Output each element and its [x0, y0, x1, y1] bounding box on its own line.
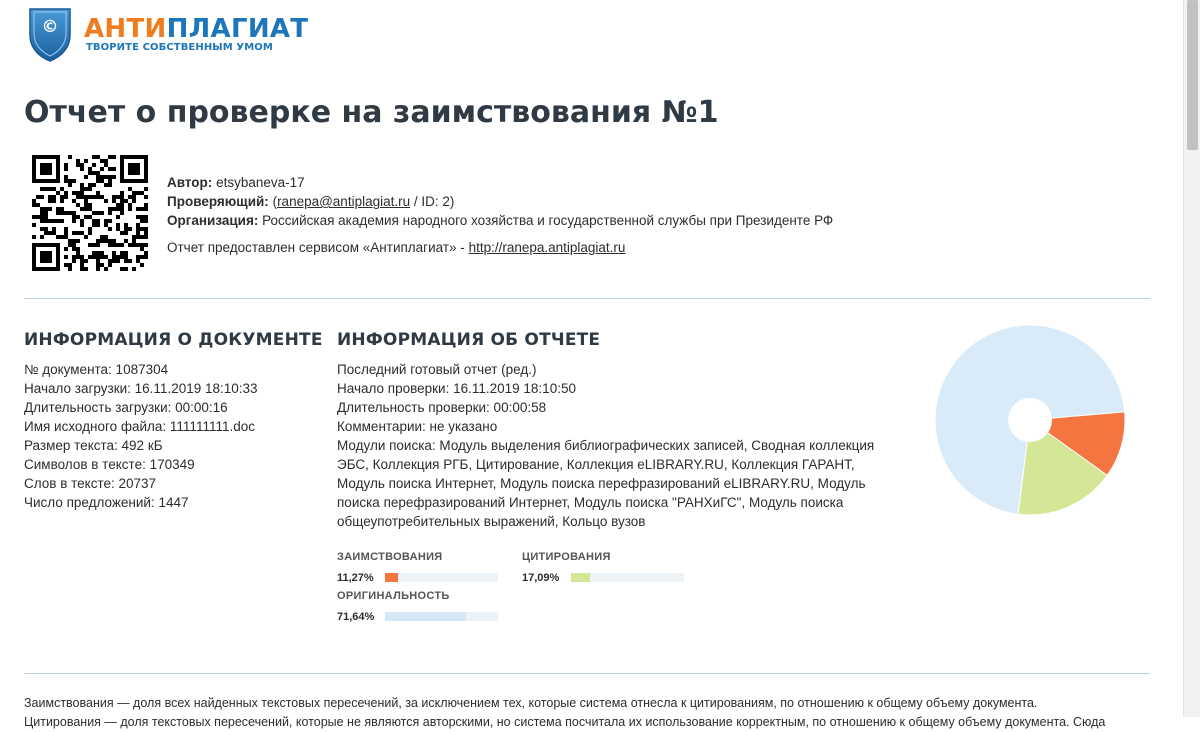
borrowing-bar-fill: [385, 573, 398, 582]
borrowing-bar: [385, 573, 498, 582]
checker-email-link[interactable]: ranepa@antiplagiat.ru: [277, 194, 411, 209]
divider-top: [24, 298, 1150, 299]
citation-label: ЦИТИРОВАНИЯ: [522, 551, 611, 563]
borrowing-value: 11,27%: [337, 572, 374, 584]
definition-borrowing: Заимствования — доля всех найденных текстовых пересечений, за исключением тех, которые система отнесла к цитированиям, по отношению к общему объему документа.: [24, 696, 1038, 710]
organization-row: Организация: Российская академия народного хозяйства и государственной службы при Президенте РФ: [167, 213, 834, 228]
originality-bar: [385, 612, 498, 621]
report-info-list: [337, 360, 897, 436]
document-info-item: Символов в тексте: 170349: [24, 457, 195, 472]
document-info-item: № документа: 1087304: [24, 362, 169, 377]
copyright-symbol: ©: [41, 17, 59, 37]
divider-bottom: [24, 673, 1150, 674]
checker-row: Проверяющий: (ranepa@antiplagiat.ru / ID: 2): [167, 194, 455, 209]
document-info-item: Начало загрузки: 16.11.2019 18:10:33: [24, 381, 258, 396]
document-info-item: Число предложений: 1447: [24, 495, 189, 510]
citation-value: 17,09%: [522, 572, 560, 584]
donut-hole: [1008, 398, 1052, 442]
scrollbar-track[interactable]: [1183, 0, 1200, 717]
search-modules: Модули поиска: Модуль выделения библиографических записей, Сводная коллекция ЭБС, Коллекция РГБ, Цитирование, Коллекция eLIBRARY.RU, Коллекция ГАРАНТ, Модуль поиска Интернет, Модуль поиска перефразирований eLIBRARY.RU, Модуль поиска перефразирований Интернет, Модуль поиска "РАНХиГС", Модуль поиска общеупотребительных выражений, Кольцо вузов: [337, 438, 875, 529]
service-link[interactable]: http://ranepa.antiplagiat.ru: [468, 240, 626, 255]
document-info-list: [24, 360, 258, 512]
qr-code: [32, 155, 148, 271]
brand-name: АНТИПЛАГИАТ: [84, 14, 309, 44]
citation-bar-fill: [571, 573, 590, 582]
document-info-item: Слов в тексте: 20737: [24, 476, 157, 491]
citation-bar: [571, 573, 684, 582]
report-info-item: Длительность проверки: 00:00:58: [337, 400, 547, 415]
originality-value: 71,64%: [337, 611, 375, 623]
scrollbar-thumb[interactable]: [1187, 0, 1198, 150]
report-title: Отчет о проверке на заимствования №1: [24, 95, 719, 130]
result-donut-chart: [935, 325, 1125, 515]
document-info-title: ИНФОРМАЦИЯ О ДОКУМЕНТЕ: [24, 330, 323, 350]
document-info-item: Размер текста: 492 кБ: [24, 438, 163, 453]
document-info-item: Длительность загрузки: 00:00:16: [24, 400, 228, 415]
originality-label: ОРИГИНАЛЬНОСТЬ: [337, 590, 450, 602]
report-info-block: [337, 360, 897, 531]
service-row: Отчет предоставлен сервисом «Антиплагиат» - http://ranepa.antiplagiat.ru: [167, 240, 626, 255]
definition-citation: Цитирования — доля текстовых пересечений, которые не являются авторскими, но система посчитала их использование корректным, по отношению к общему объему документа. Сюда: [24, 715, 1106, 729]
legend-definitions: [24, 694, 1150, 732]
document-info-item: Имя исходного файла: 111111111.doc: [24, 419, 255, 434]
originality-bar-fill: [385, 612, 466, 621]
report-meta: [167, 173, 833, 257]
antiplagiat-shield-logo: [22, 5, 78, 65]
report-info-item: Начало проверки: 16.11.2019 18:10:50: [337, 381, 576, 396]
brand-slogan: ТВОРИТЕ СОБСТВЕННЫМ УМОМ: [86, 42, 273, 53]
report-info-item: Последний готовый отчет (ред.): [337, 362, 537, 377]
report-info-item: Комментарии: не указано: [337, 419, 498, 434]
borrowing-label: ЗАИМСТВОВАНИЯ: [337, 551, 443, 563]
report-info-title: ИНФОРМАЦИЯ ОБ ОТЧЕТЕ: [337, 330, 601, 350]
author-row: Автор: etsybaneva-17: [167, 175, 305, 190]
